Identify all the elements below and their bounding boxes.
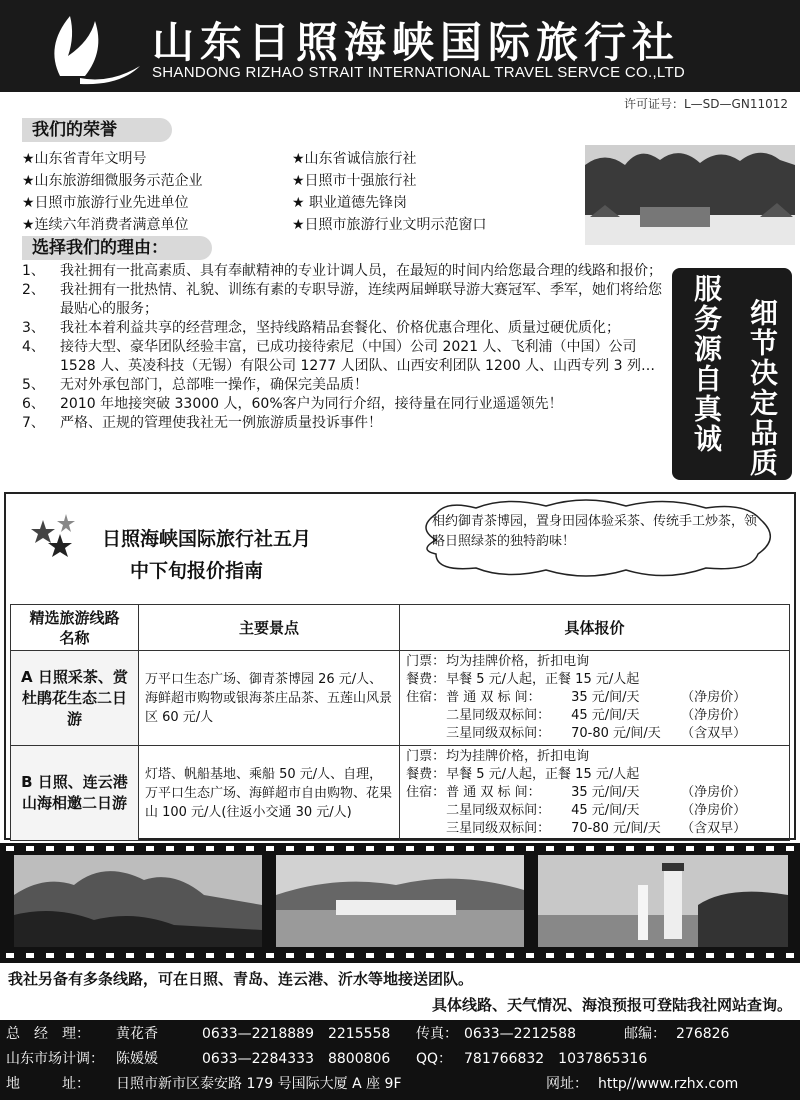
route-name: B 日照、连云港山海相邀二日游 [11, 746, 139, 841]
website-link[interactable]: http//www.rzhx.com [598, 1076, 739, 1092]
manager-name: 黄花香 [116, 1026, 158, 1042]
header-banner [0, 0, 800, 92]
photo-film-strip [0, 843, 800, 963]
table-header-row [11, 605, 790, 651]
reason-item: 7、 严格、正规的管理使我社无一例旅游质量投诉事件！ [22, 415, 382, 431]
route-spots: 万平口生态广场、御青茶博园 26 元/人、海鲜超市购物或银海茶庄品茶、五莲山风景区 60 元/人 [138, 651, 399, 746]
contact-bar [0, 1020, 800, 1100]
honor-item: ★日照市旅游行业文明示范窗口 [292, 217, 487, 233]
contact-row-manager: 总 经 理： 黄花香 0633—2218889 2215558 传真： 0633—2212588 邮编： 276826 [6, 1022, 796, 1046]
route-quote: 门票： 均为挂牌价格，折扣电询 餐费： 早餐 5 元/人起，正餐 15 元/人起 住宿： 普 通 双 标 间： 35 元/间/天 （净房价） 二星同级双标间： 45 元/间/天 （净房价） 三星同级双标间： 70-80 元/间/天 （含双早） [400, 651, 790, 746]
agency-logo-icon [40, 6, 150, 88]
table-row [11, 746, 790, 841]
honor-item: ★日照市十强旅行社 [292, 173, 417, 189]
honor-item: ★ 职业道德先锋岗 [292, 195, 408, 211]
route-column-header: 精选旅游线路名称 [11, 605, 139, 651]
reason-item: 1、 我社拥有一批高素质、具有奉献精神的专业计调人员，在最短的时间内给您最合理的线路和报价； [22, 263, 662, 279]
planner-phones: 0633—2284333 8800806 [202, 1051, 391, 1067]
guide-title: 日照海峡国际旅行社五月 [102, 528, 312, 550]
reason-item: 6、 2010 年地接突破 33000 人，60%客户为同行介绍，接待量在同行业遥遥领先！ [22, 396, 563, 412]
reason-item: 4、 接待大型、豪华团队经验丰富，已成功接待索尼（中国）公司 2021 人、飞利浦（中国）公司 1528 人、英凌科技（无锡）有限公司 1277 人团队、山西安利团队 1200 人、山西专列 3 列… [22, 339, 655, 374]
stars-decoration-icon [28, 512, 88, 562]
honor-item: ★山东省青年文明号 [22, 151, 147, 167]
reasons-heading: 选择我们的理由： [22, 236, 212, 260]
coast-rock-photo [14, 855, 262, 947]
table-row [11, 651, 790, 746]
honor-item: ★连续六年消费者满意单位 [22, 217, 189, 233]
fax-number: 0633—2212588 [464, 1026, 576, 1042]
agency-title: 山东日照海峡国际旅行社 [152, 18, 681, 67]
reasons-list [22, 262, 662, 433]
honor-item: ★山东旅游细微服务示范企业 [22, 173, 203, 189]
qq-numbers: 781766832 1037865316 [464, 1051, 648, 1067]
honors-right-column [292, 148, 487, 236]
zip-code: 276826 [676, 1026, 730, 1042]
more-routes-note: 我社另备有多条线路，可在日照、青岛、连云港、沂水等地接送团队。 [8, 970, 474, 988]
manager-phones: 0633—2218889 2215558 [202, 1026, 391, 1042]
route-quote: 门票： 均为挂牌价格，折扣电询 餐费： 早餐 5 元/人起，正餐 15 元/人起 住宿： 普 通 双 标 间： 35 元/间/天 （净房价） 二星同级双标间： 45 元/间/天 （净房价） 三星同级双标间： 70-80 元/间/天 （含双早） [400, 746, 790, 841]
slogan-quality: 细节决定品质 [746, 298, 779, 478]
route-spots: 灯塔、帆船基地、乘船 50 元/人、自理，万平口生态广场、海鲜超市自由购物、花果山 100 元/人(往返小交通 30 元/人) [138, 746, 399, 841]
website-note: 具体线路、天气情况、海浪预报可登陆我社网站查询。 [431, 996, 792, 1014]
reason-item: 3、 我社本着利益共享的经营理念，坚持线路精品套餐化、价格优惠合理化、质量过硬优质化； [22, 320, 620, 336]
honor-item: ★山东省诚信旅行社 [292, 151, 417, 167]
harbor-town-photo [276, 855, 524, 947]
reason-item: 5、 无对外承包部门，总部唯一操作，确保完美品质！ [22, 377, 368, 393]
reason-item: 2、 我社拥有一批热情、礼貌、训练有素的专职导游，连续两届蝉联导游大赛冠军、季军，她们将给您最贴心的服务； [22, 282, 662, 317]
contact-row-address: 地 址： 日照市新市区泰安路 179 号国际大厦 A 座 9F 网址： http//www.rzhx.com [6, 1072, 796, 1096]
address-text: 日照市新市区泰安路 179 号国际大厦 A 座 9F [116, 1076, 402, 1092]
slogan-service: 服务源自真诚 [690, 274, 723, 454]
cloud-promo-text: 相约御青茶博园，置身田园体验采茶、传统手工炒茶，领略日照绿茶的独特韵味！ [432, 514, 758, 549]
price-guide-panel [4, 492, 796, 840]
price-column-header: 具体报价 [400, 605, 790, 651]
price-table [10, 604, 790, 841]
planner-name: 陈媛媛 [116, 1051, 158, 1067]
spots-column-header: 主要景点 [138, 605, 399, 651]
honor-item: ★日照市旅游行业先进单位 [22, 195, 189, 211]
honors-left-column [22, 148, 203, 236]
honors-heading: 我们的荣誉 [22, 118, 172, 142]
route-name: A 日照采茶、赏杜鹃花生态二日游 [11, 651, 139, 746]
tea-garden-photo [585, 145, 795, 245]
contact-row-planner: 山东市场计调： 陈媛媛 0633—2284333 8800806 QQ： 781766832 1037865316 [6, 1047, 796, 1071]
slogan-box [672, 268, 792, 480]
license-number: 许可证号：L—SD—GN11012 [624, 97, 788, 111]
agency-english-name: SHANDONG RIZHAO STRAIT INTERNATIONAL TRAVEL SERVCE CO.,LTD [152, 64, 686, 81]
guide-subtitle: 中下旬报价指南 [130, 560, 264, 582]
lighthouse-photo [538, 855, 788, 947]
